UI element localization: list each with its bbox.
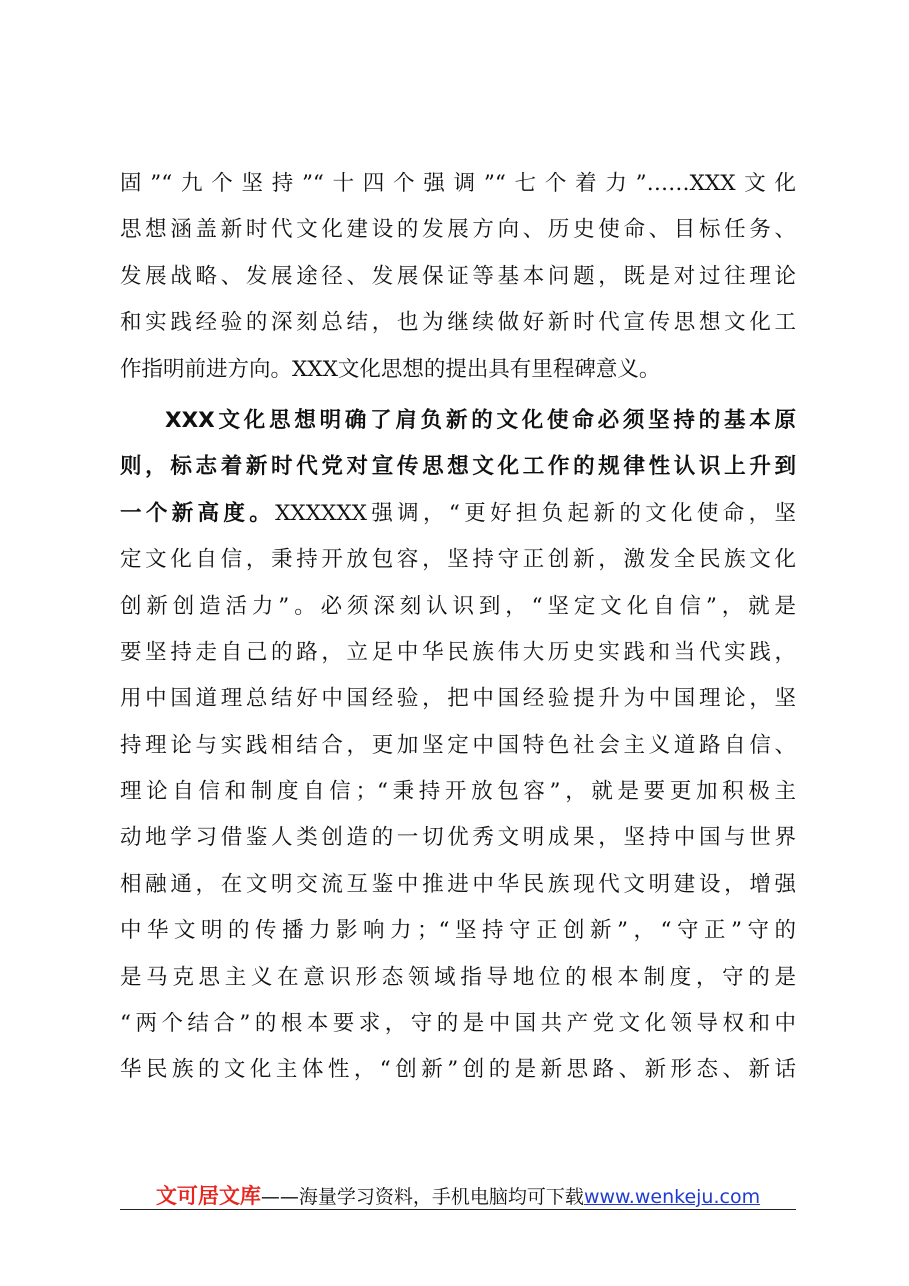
text-line: 创新创造活力”。必须深刻认识到，“坚定文化自信”，就是: [120, 593, 796, 619]
text-line: “两个结合”的根本要求，守的是中国共产党文化领导权和中: [120, 1011, 796, 1037]
footer-divider: [120, 1209, 796, 1210]
document-body: [120, 161, 796, 1140]
text-line: 理论自信和制度自信；“秉持开放包容”，就是要更加积极主: [120, 779, 796, 805]
text-line: 定文化自信，秉持开放包容，坚持守正创新，激发全民族文化: [120, 547, 796, 573]
text-line: 华民族的文化主体性，“创新”创的是新思路、新形态、新话: [120, 1057, 796, 1083]
text-line: 固”“九个坚持”“十四个强调”“七个着力”……XXX文化: [120, 171, 796, 196]
text-line: 和实践经验的深刻总结，也为继续做好新时代宣传思想文化工: [120, 310, 796, 336]
text-line: [120, 1094, 796, 1140]
footer-banner: [120, 1180, 796, 1210]
text-line: [120, 491, 796, 537]
footer-description: ——海量学习资料，手机电脑均可下载: [260, 1186, 584, 1208]
text-line: 作指明前进方向。XXX文化思想的提出具有里程碑意义。: [120, 356, 661, 382]
text-line: 发展战略、发展途径、发展保证等基本问题，既是对过往理论: [120, 263, 796, 289]
website-link[interactable]: www.wenkeju.com: [583, 1186, 761, 1208]
brand-name: 文可居文库: [155, 1184, 261, 1208]
text-line: 动地学习借鉴人类创造的一切优秀文明成果，坚持中国与世界: [120, 825, 796, 851]
text-line: 是马克思主义在意识形态领域指导地位的根本制度，守的是: [120, 964, 796, 990]
text-line: 思想涵盖新时代文化建设的发展方向、历史使命、目标任务、: [120, 217, 796, 243]
text-line: 要坚持走自己的路，立足中华民族伟大历史实践和当代实践，: [120, 639, 796, 665]
text-line: 用中国道理总结好中国经验，把中国经验提升为中国理论，坚: [120, 686, 796, 712]
text-line-rest: XXXXXX强调，“更好担负起新的文化使命，坚: [275, 500, 796, 526]
text-line: 相融通，在文明交流互鉴中推进中华民族现代文明建设，增强: [120, 871, 796, 897]
bold-lead-text: 一个新高度。: [120, 500, 276, 526]
text-line: 则，标志着新时代党对宣传思想文化工作的规律性认识上升到: [120, 454, 796, 480]
paragraph-1: [120, 161, 796, 393]
paragraph-2: [120, 398, 796, 1140]
text-line: 中华文明的传播力影响力；“坚持守正创新”，“守正”守的: [120, 918, 796, 944]
text-line: XXX文化思想明确了肩负新的文化使命必须坚持的基本原: [165, 407, 796, 433]
text-line: 持理论与实践相结合，更加坚定中国特色社会主义道路自信、: [120, 732, 796, 758]
